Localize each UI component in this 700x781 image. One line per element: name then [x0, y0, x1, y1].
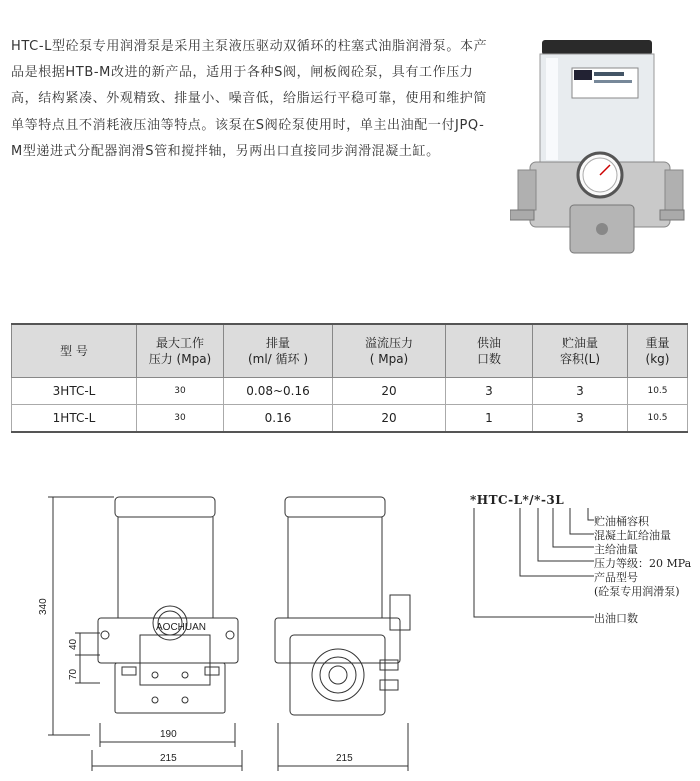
cell-model: 3HTC-L [12, 378, 137, 405]
code-label-pressure: 压力等级：20 MPa [594, 557, 692, 570]
header-outlets: 供油 口数 [446, 324, 533, 378]
cell-relief-pressure: 20 [333, 378, 446, 405]
dim-190-label: 190 [160, 729, 177, 740]
cell-capacity: 3 [533, 405, 628, 433]
front-view-drawing [30, 485, 250, 775]
cell-relief-pressure: 20 [333, 405, 446, 433]
code-label-model: 产品型号 [594, 571, 638, 584]
table-row [12, 405, 688, 433]
cell-max-pressure: 30 [137, 378, 224, 405]
side-view-drawing [260, 485, 430, 775]
header-max-pressure: 最大工作 压力 (Mpa) [137, 324, 224, 378]
model-code: *HTC-L*/*-3L [470, 493, 565, 507]
dim-40-label: 40 [68, 638, 79, 650]
cell-capacity: 3 [533, 378, 628, 405]
header-capacity: 贮油量 容积(L) [533, 324, 628, 378]
table-header-row [12, 324, 688, 378]
dim-215-side-label: 215 [336, 753, 353, 764]
dim-height-label: 340 [38, 598, 49, 615]
code-label-capacity: 贮油桶容积 [594, 515, 649, 528]
cell-displacement: 0.16 [224, 405, 333, 433]
dim-215-front-label: 215 [160, 753, 177, 764]
table-row [12, 378, 688, 405]
code-label-model-desc: (砼泵专用润滑泵) [594, 585, 680, 598]
header-model: 型 号 [12, 324, 137, 378]
product-photo [510, 20, 690, 270]
product-description: HTC-L型砼泵专用润滑泵是采用主泵液压驱动双循环的柱塞式油脂润滑泵。本产品是根据HTB-M改进的新产品，适用于各种S阀，闸板阀砼泵，具有工作压力高，结构紧凑、外观精致、排量小、噪音低，给脂运行平稳可靠，使用和维护简单等特点且不消耗液压油等特点。该泵在S阀砼泵使用时，单主出油配一付JPQ-M型递进式分配器润滑S管和搅拌轴，另两出口直接同步润滑混凝土缸。 [11, 39, 488, 159]
cell-outlets: 1 [446, 405, 533, 433]
cell-outlets: 3 [446, 378, 533, 405]
cell-max-pressure: 30 [137, 405, 224, 433]
header-relief-pressure: 溢流压力 ( Mpa) [333, 324, 446, 378]
spec-table [11, 323, 688, 433]
brand-label: AOCHUAN [156, 622, 207, 633]
code-label-cylinder-feed: 混凝土缸给油量 [594, 529, 671, 542]
dim-70-label: 70 [68, 668, 79, 680]
model-code-legend [470, 487, 690, 637]
code-label-main-feed: 主给油量 [594, 543, 638, 556]
cell-weight: 10.5 [628, 378, 688, 405]
code-label-outlets: 出油口数 [594, 612, 638, 625]
cell-displacement: 0.08~0.16 [224, 378, 333, 405]
cell-weight: 10.5 [628, 405, 688, 433]
header-weight: 重量 (kg) [628, 324, 688, 378]
cell-model: 1HTC-L [12, 405, 137, 433]
header-displacement: 排量 (ml/ 循环 ) [224, 324, 333, 378]
